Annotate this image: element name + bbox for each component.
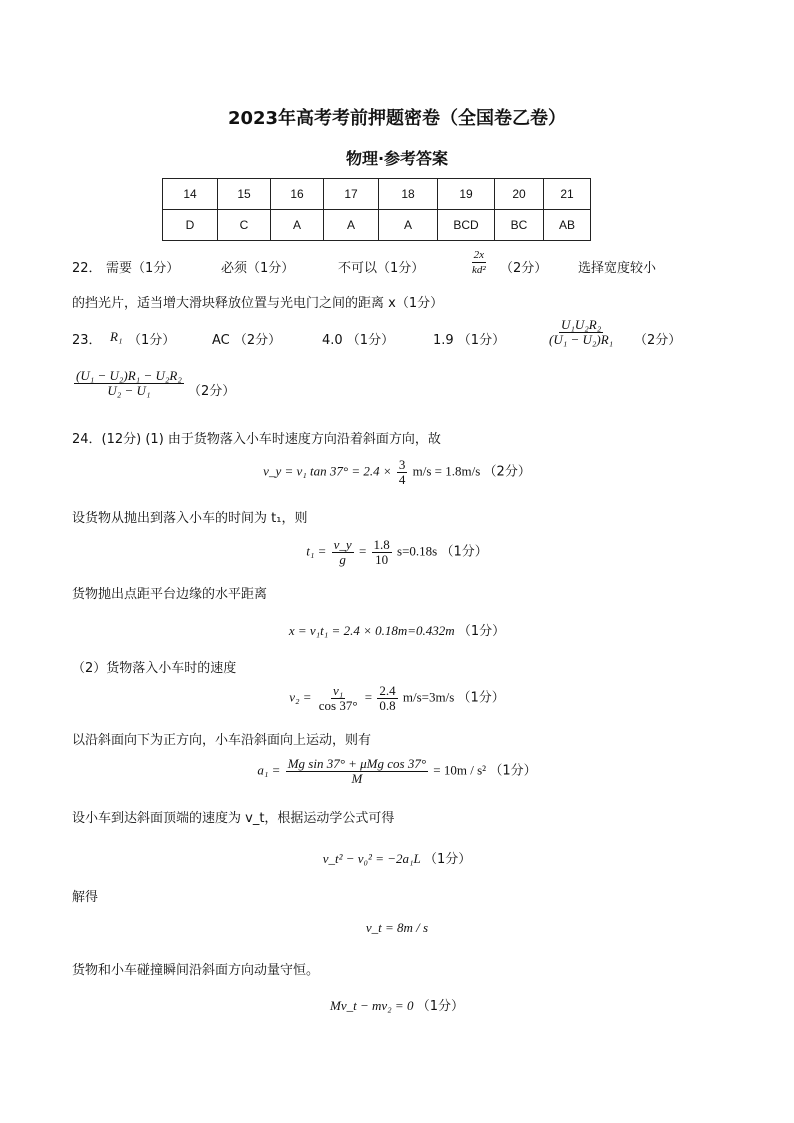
q23-answer-6-denominator: U₂ − U₁ (107, 383, 151, 398)
q23-answer-3: 4.0 （1分） (322, 333, 395, 348)
q24-equation-5 (0, 757, 794, 786)
answer-cell: BC (495, 210, 544, 241)
answer-table-header-row (163, 179, 591, 210)
answer-table (162, 178, 591, 241)
q23-answer-5-score: （2分） (634, 333, 682, 348)
q24-eq2-fraction-1 (332, 538, 354, 567)
q22-number: 22． (72, 261, 102, 276)
q24-eq2-f1-num: v_y (333, 537, 352, 552)
q22-answer-1: 需要（1分） (106, 261, 180, 276)
q23-answer-5-fraction (545, 318, 617, 347)
q23-number: 23． (72, 333, 102, 348)
q24-eq5-den: M (351, 771, 363, 786)
q24-eq5-score: （1分） (489, 763, 537, 779)
q22-answer-3: 不可以（1分） (338, 261, 425, 276)
q24-eq3-score: （1分） (457, 624, 506, 639)
q23-answer-1-variable: R₁ (110, 329, 123, 344)
q24-eq6-score: （1分） (424, 852, 472, 867)
q24-eq4-f2-den: 0.8 (379, 698, 396, 713)
q24-eq4-fraction-2 (377, 684, 397, 713)
q24-equation-6 (0, 848, 794, 867)
answer-cell: A (271, 210, 324, 241)
q24-equation-4 (0, 684, 794, 713)
page-subtitle: 物理·参考答案 (345, 149, 449, 168)
q24-text-3: 货物抛出点距平台边缘的水平距离 (72, 587, 268, 602)
q24-eq5-left: a₁ = (257, 762, 281, 778)
q22-answer-5-continued: 的挡光片，适当增大滑块释放位置与光电门之间的距离 x（1分） (72, 296, 444, 311)
q24-eq5-right: = 10m / s² (433, 762, 487, 778)
q24-eq3-body: x = v₁t₁ = 2.4 × 0.18m=0.432m (288, 623, 455, 638)
q24-eq2-f1-den: g (339, 552, 346, 567)
question-number-cell: 21 (544, 179, 591, 210)
q24-eq8-score: （1分） (416, 999, 464, 1014)
answer-cell: A (324, 210, 379, 241)
q22-fraction-denominator: kd² (472, 264, 486, 276)
q22-answer-5: 选择宽度较小 (578, 261, 657, 276)
q24-eq5-fraction (286, 757, 428, 786)
q24-eq4-equals: = (364, 689, 373, 705)
q24-text-6: 设小车到达斜面顶端的速度为 v_t，根据运动学公式可得 (72, 811, 395, 826)
q24-equation-2 (0, 538, 794, 567)
q24-text-2: 设货物从抛出到落入小车的时间为 t₁，则 (72, 511, 308, 526)
q24-eq2-f2-den: 10 (375, 552, 389, 567)
question-number-cell: 16 (271, 179, 324, 210)
q24-eq2-f2-num: 1.8 (373, 537, 390, 552)
q24-eq2-equals: = (358, 543, 367, 559)
q22-fraction-numerator: 2x (473, 249, 485, 261)
question-number-cell: 15 (218, 179, 271, 210)
q23-answer-4: 1.9 （1分） (433, 333, 506, 348)
q24-eq4-score: （1分） (457, 690, 505, 706)
q24-eq1-score: （2分） (483, 464, 531, 480)
q24-eq1-frac-num: 3 (398, 457, 406, 472)
q24-text-7: 解得 (72, 890, 99, 905)
question-number-cell: 14 (163, 179, 218, 210)
q24-eq4-right: m/s=3m/s (402, 689, 455, 705)
q23-answer-5-fraction-body (547, 318, 615, 347)
q24-equation-8 (0, 995, 794, 1014)
q23-answer-6-score: （2分） (188, 384, 236, 399)
q24-eq1-fraction (397, 458, 408, 487)
q24-eq1-right: m/s = 1.8m/s (412, 463, 481, 479)
page-title: 2023年高考考前押题密卷（全国卷乙卷） (227, 108, 567, 129)
answer-table-answer-row (163, 210, 591, 241)
answer-cell: C (218, 210, 271, 241)
q23-answer-6-numerator: (U₁ − U₂)R₁ − U₂R₂ (76, 368, 182, 383)
q24-text-4: （2）货物落入小车时的速度 (72, 661, 237, 676)
q24-eq5-num: Mg sin 37° + μMg cos 37° (287, 756, 427, 771)
q24-eq2-fraction-2 (372, 538, 392, 567)
q22-fraction (468, 248, 490, 277)
q24-text-5: 以沿斜面向下为正方向，小车沿斜面向上运动，则有 (72, 733, 372, 748)
answer-cell: D (163, 210, 218, 241)
q22-fraction-body (470, 248, 488, 277)
question-number-cell: 18 (379, 179, 438, 210)
q24-eq2-score: （1分） (440, 544, 488, 560)
q24-eq1-left: v_y = v₁ tan 37° = 2.4 × (263, 463, 392, 479)
q24-eq7-body: v_t = 8m / s (365, 920, 429, 935)
q24-eq2-right: s=0.18s (397, 543, 438, 559)
q24-equation-7 (0, 920, 794, 936)
q24-intro: 24．(12分) (1) 由于货物落入小车时速度方向沿着斜面方向，故 (72, 432, 441, 447)
q24-equation-3 (0, 620, 794, 639)
q24-eq4-left: v₂ = (289, 689, 312, 705)
q23-answer-1-score: （1分） (128, 333, 176, 348)
q24-eq1-frac-den: 4 (398, 472, 406, 487)
q23-answer-5-denominator: (U₁ − U₂)R₁ (549, 332, 614, 347)
question-number-cell: 19 (438, 179, 495, 210)
q23-answer-6-fraction-body (74, 369, 184, 398)
q22-answer-4-score: （2分） (500, 261, 548, 276)
answer-cell: AB (544, 210, 591, 241)
q24-eq6-body: v_t² − v₀² = −2a₁L (322, 851, 421, 866)
q23-answer-5-numerator: U₁U₂R₂ (560, 317, 602, 332)
q24-text-8: 货物和小车碰撞瞬间沿斜面方向动量守恒。 (72, 963, 320, 978)
q24-eq4-f1-num: v₁ (332, 683, 344, 698)
q23-answer-6-fraction (72, 369, 186, 398)
q24-eq4-f1-den: cos 37° (318, 698, 358, 713)
q24-eq4-fraction-1 (317, 684, 360, 713)
question-number-cell: 20 (495, 179, 544, 210)
q24-equation-1 (0, 458, 794, 487)
question-number-cell: 17 (324, 179, 379, 210)
q24-eq8-body: Mv_t − mv₂ = 0 (330, 998, 414, 1013)
q24-eq4-f2-num: 2.4 (379, 683, 396, 698)
q23-answer-2: AC （2分） (212, 333, 282, 348)
q24-eq2-left: t₁ = (306, 543, 327, 559)
answer-cell: A (379, 210, 438, 241)
answer-cell: BCD (438, 210, 495, 241)
q22-answer-2: 必须（1分） (221, 261, 295, 276)
